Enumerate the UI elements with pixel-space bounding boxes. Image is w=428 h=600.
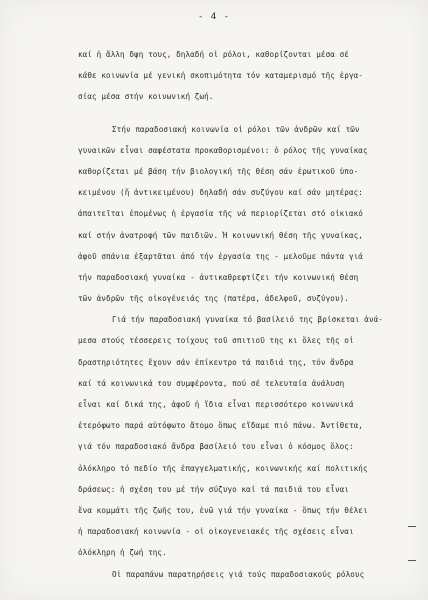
text-line: εἶναι καί δικά της, ἀφοῦ ἡ ἴδια εἶναι περισσότερο κοινωνικά [78,400,354,409]
paragraph-start-line: Γιά τήν παραδοσιακή γυναίκα τό βασίλειό της βρίσκεται ἀνά- [112,315,383,325]
text-line: τήν παραδοσιακή γυναίκα - ἀντικαθρεφτίζει τήν κοινωνική θέση [78,272,359,282]
text-line: δράσεως: ἡ σχέση του μέ τήν σύζυγο καί τά παιδιά του εἶναι [78,484,349,494]
paragraph-start-line: Οἱ παραπάνω παρατηρήσεις γιά τούς παραδοσιακούς ρόλους [112,569,365,579]
paragraph-gap [78,108,408,119]
text-line: ὁλόκληρο τό πεδίο τῆς ἐπαγγελματικής, κοινωνικής καί πολιτικής [78,463,368,473]
text-line: καί στήν ἀνατροφή τῶν παιδιῶν. Ἡ κοινωνική θέση τῆς γυναίκας, [78,230,363,240]
text-line: ἀφοῦ σπάνια ἐξαρτᾶται ἀπό τήν ἐργασία της - μελοῦμε πάντα γιά [78,251,363,261]
text-line: σίας μέσα στήν κοινωνική ζωή. [78,92,214,102]
text-line: ἕνα κομμάτι τῆς ζωῆς του, ἐνῶ γιά τήν γυναίκα - ὅπως τήν θέλει [78,505,368,515]
body-text [78,44,408,585]
text-line: ἀπαιτεῖται ἑπομένως ἡ ἐργασία τῆς νά περιορίζεται στό οἰκιακό [78,209,363,219]
text-line: καί ἡ ἄλλη δψη τους, δηλαδή οἱ ρόλοι, καθορίζονται μέσα σέ [78,50,349,59]
text-line: τῶν ἀνδρῶν τῆς οἰκογένειάς της (πατέρα, ἀδελφοῦ, συζύγου). [78,294,349,304]
text-line: καθορίζεται μέ βάση τήν βιολογική τῆς θέση σάν ἐρωτικοῦ ὑπο- [78,166,359,176]
text-line: καί τά κοινωνικά του συμφέροντα, πού σέ τελευταία ἀνάλυση [78,378,345,388]
text-line: ἑτερόφωτο παρά αὐτόφωτο ἄτομο ὅπως εἴδαμε πιό πάνω. Ἀντίθετα, [78,421,363,431]
margin-mark [408,526,416,527]
page-number: - 4 - [197,12,231,22]
text-line: γιά τόν παραδοσιακό ἄνδρα βασίλειό του εἶναι ὁ κόσμος ὅλος: [78,442,354,452]
text-line: ὁλόκληρη ἡ ζωή της. [78,548,167,558]
text-line: μεσα στούς τέσσερεις τοίχους τοῦ σπιτιοῦ της κι ὅλες τῆς οἱ [78,336,354,346]
text-line: ἡ παραδοσιακή κοινωνία - οἱ οἰκογενειακές τῆς σχέσεις εἶναι [78,527,354,537]
text-line: γυναικῶν εἶναι σαφέστατα προκαθορισμένοι: ὁ ρόλος τῆς γυναίκας [78,145,368,155]
paragraph-start-line: Στήν παραδοσιακή κοινωνία οἱ ρόλοι τῶν ἀνδρῶν καί τῶν [112,124,360,134]
margin-mark [408,560,416,561]
text-line: κειμένου (ἤ ἀντικειμένου) δηλαδή σάν συζύγου καί σάν μητέρας: [78,188,363,198]
text-line: δραστηριότητες ἔχουν σάν ἐπίκεντρο τά παιδιά της, τόν ἄνδρα [78,357,354,367]
text-line: κάθε κοινωνία μέ γενική σκοπιμότητα τόν καταμερισμό τῆς ἐργα- [78,71,363,81]
